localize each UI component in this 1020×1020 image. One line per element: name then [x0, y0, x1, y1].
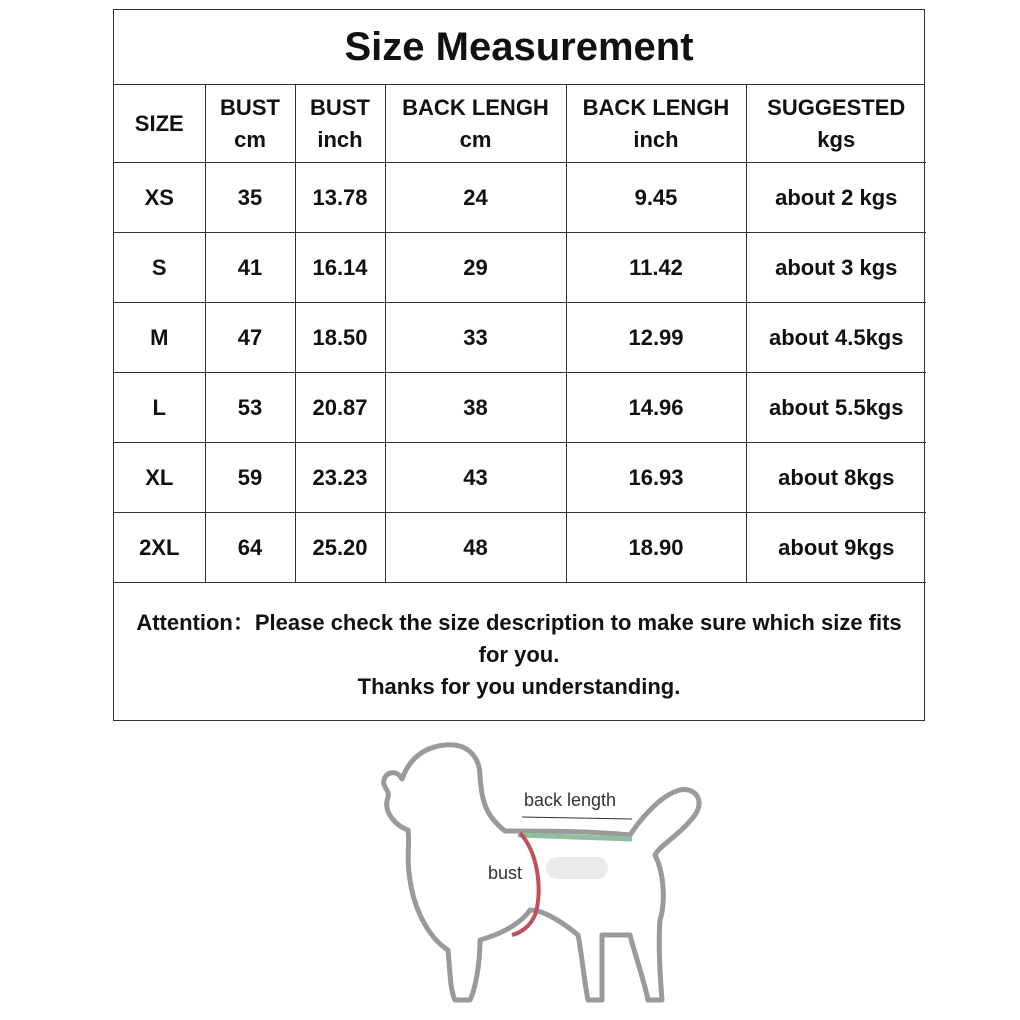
header-size: SIZE	[114, 85, 205, 163]
cell-bust-inch: 20.87	[295, 373, 385, 443]
cell-suggested-kgs: about 5.5kgs	[746, 373, 926, 443]
cell-suggested-kgs: about 8kgs	[746, 443, 926, 513]
cell-back-inch: 9.45	[566, 163, 746, 233]
cell-bust-inch: 25.20	[295, 513, 385, 583]
size-table	[114, 85, 926, 583]
dog-body-outline	[384, 745, 699, 1000]
table-row	[114, 513, 926, 583]
cell-back-cm: 43	[385, 443, 566, 513]
back-length-label: back length	[524, 790, 617, 810]
size-chart	[113, 9, 925, 721]
cell-bust-cm: 64	[205, 513, 295, 583]
cell-bust-cm: 47	[205, 303, 295, 373]
cell-size: XL	[114, 443, 205, 513]
header-row	[114, 85, 926, 163]
dog-measurement-diagram	[370, 735, 720, 1015]
header-bust-inch: BUST inch	[295, 85, 385, 163]
cell-back-inch: 14.96	[566, 373, 746, 443]
cell-size: S	[114, 233, 205, 303]
cell-back-inch: 11.42	[566, 233, 746, 303]
cell-size: XS	[114, 163, 205, 233]
table-row	[114, 163, 926, 233]
cell-size: 2XL	[114, 513, 205, 583]
watermark-badge	[546, 857, 608, 879]
cell-back-cm: 33	[385, 303, 566, 373]
attention-line: Attention：Please check the size description to make sure which size fits for you.	[136, 610, 902, 667]
cell-bust-inch: 13.78	[295, 163, 385, 233]
cell-bust-inch: 18.50	[295, 303, 385, 373]
dog-outline	[370, 735, 720, 1015]
cell-back-cm: 24	[385, 163, 566, 233]
header-suggested-kgs: SUGGESTED kgs	[746, 85, 926, 163]
cell-back-inch: 12.99	[566, 303, 746, 373]
bust-label: bust	[488, 863, 523, 883]
back-length-underline	[522, 817, 632, 819]
table-row	[114, 373, 926, 443]
cell-bust-cm: 53	[205, 373, 295, 443]
cell-bust-inch: 23.23	[295, 443, 385, 513]
cell-suggested-kgs: about 2 kgs	[746, 163, 926, 233]
cell-suggested-kgs: about 4.5kgs	[746, 303, 926, 373]
cell-back-cm: 48	[385, 513, 566, 583]
cell-bust-cm: 59	[205, 443, 295, 513]
cell-back-inch: 18.90	[566, 513, 746, 583]
cell-size: M	[114, 303, 205, 373]
header-bust-cm: BUST cm	[205, 85, 295, 163]
bust-loop	[512, 833, 539, 935]
header-back-cm: BACK LENGH cm	[385, 85, 566, 163]
table-row	[114, 303, 926, 373]
cell-back-inch: 16.93	[566, 443, 746, 513]
cell-bust-cm: 41	[205, 233, 295, 303]
cell-back-cm: 38	[385, 373, 566, 443]
cell-back-cm: 29	[385, 233, 566, 303]
thanks-line: Thanks for you understanding.	[357, 674, 681, 699]
attention-note	[114, 583, 924, 721]
chart-title: Size Measurement	[114, 10, 924, 85]
header-back-inch: BACK LENGH inch	[566, 85, 746, 163]
table-row	[114, 233, 926, 303]
table-row	[114, 443, 926, 513]
cell-size: L	[114, 373, 205, 443]
cell-bust-cm: 35	[205, 163, 295, 233]
cell-suggested-kgs: about 3 kgs	[746, 233, 926, 303]
cell-suggested-kgs: about 9kgs	[746, 513, 926, 583]
cell-bust-inch: 16.14	[295, 233, 385, 303]
